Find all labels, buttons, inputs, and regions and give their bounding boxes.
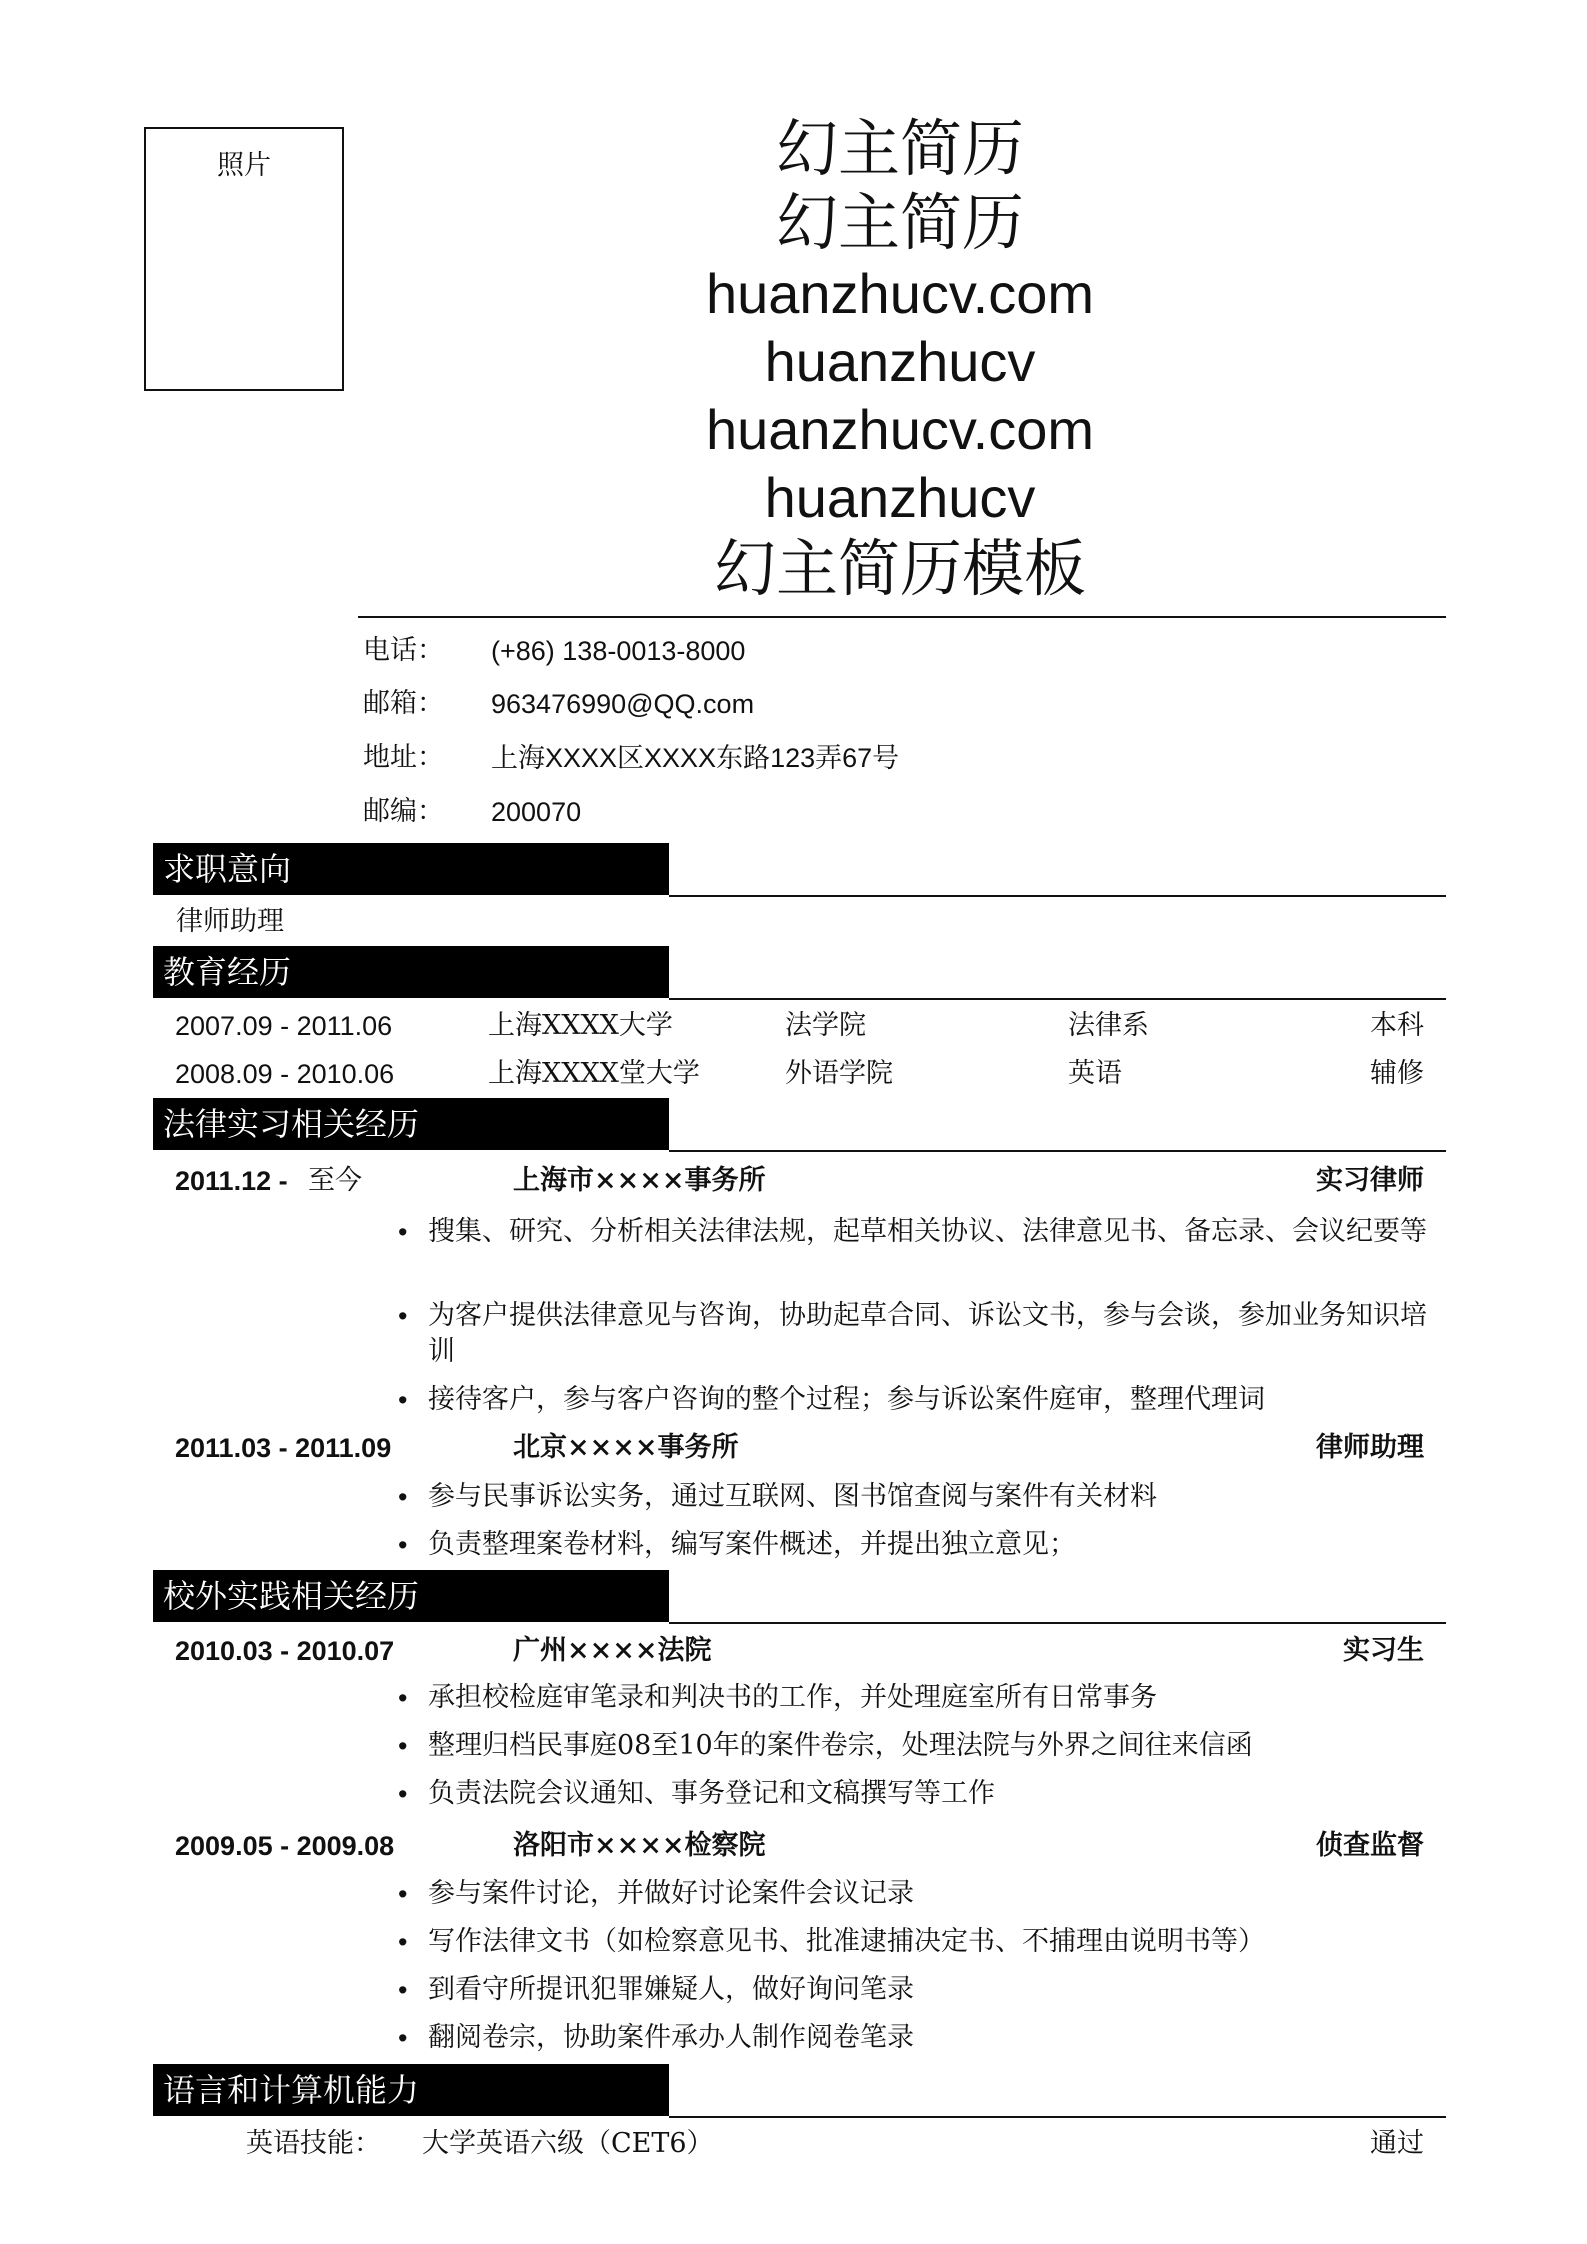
photo-label: 照片 (217, 150, 271, 181)
objective-value: 律师助理 (176, 906, 284, 937)
contact-label: 邮箱： (363, 688, 444, 719)
experience-role: 实习律师 (1316, 1165, 1424, 1196)
contact-value: (+86) 138-0013-8000 (491, 636, 746, 666)
header-title: 幻主简历 (775, 112, 1024, 185)
education-degree: 本科 (1370, 1010, 1424, 1041)
contact-value: 上海XXXX区XXXX东路123弄67号 (491, 743, 900, 773)
experience-bullet: • 为客户提供法律意见与咨询，协助起草合同、诉讼文书，参与会谈，参加业务知识培训 (428, 1298, 1448, 1370)
experience-bullet: • 搜集、研究、分析相关法律法规，起草相关协议、法律意见书、备忘录、会议纪要等 (428, 1214, 1448, 1250)
section-divider (669, 895, 1446, 897)
header-divider (358, 616, 1446, 618)
contact-label: 地址： (363, 742, 444, 773)
experience-bullet: • 写作法律文书（如检察意见书、批准逮捕决定书、不捕理由说明书等） (428, 1924, 1448, 1960)
header-title: 幻主简历 (775, 186, 1024, 259)
header-website: huanzhucv.com (705, 398, 1095, 461)
experience-period: 2011.03 - 2011.09 (175, 1433, 392, 1463)
experience-org: 北京××××事务所 (513, 1432, 739, 1463)
section-divider (669, 1622, 1446, 1624)
header-template-title: 幻主简历模板 (713, 532, 1086, 605)
experience-bullet: • 承担校检庭审笔录和判决书的工作，并处理庭室所有日常事务 (428, 1680, 1448, 1716)
experience-period: 2010.03 - 2010.07 (175, 1636, 395, 1666)
section-header-skills: 语言和计算机能力 (153, 2064, 669, 2116)
header-brand: huanzhucv (764, 466, 1036, 529)
experience-period: 2009.05 - 2009.08 (175, 1831, 395, 1861)
experience-bullet: • 参与民事诉讼实务，通过互联网、图书馆查阅与案件有关材料 (428, 1479, 1448, 1515)
skill-value: 大学英语六级（CET6） (422, 2128, 714, 2159)
contact-value: 200070 (491, 797, 582, 827)
experience-period-suffix: 至今 (308, 1165, 362, 1196)
section-header-objective: 求职意向 (153, 843, 669, 895)
section-header-law-experience: 法律实习相关经历 (153, 1098, 669, 1150)
contact-label: 邮编： (363, 796, 444, 827)
experience-org: 广州××××法院 (513, 1635, 712, 1666)
experience-bullet: • 到看守所提讯犯罪嫌疑人，做好询问笔录 (428, 1972, 1448, 2008)
education-school: 上海XXXX大学 (488, 1010, 673, 1041)
experience-role: 侦查监督 (1316, 1830, 1424, 1861)
contact-value: 963476990@QQ.com (491, 689, 755, 719)
education-period: 2007.09 - 2011.06 (175, 1011, 393, 1041)
section-divider (669, 2116, 1446, 2118)
contact-label: 电话： (363, 635, 444, 666)
photo-placeholder (144, 127, 344, 391)
experience-org: 上海市××××事务所 (513, 1165, 766, 1196)
section-divider (669, 1150, 1446, 1152)
education-college: 法学院 (785, 1010, 866, 1041)
experience-period: 2011.12 - (175, 1166, 288, 1196)
section-divider (669, 998, 1446, 1000)
education-degree: 辅修 (1370, 1058, 1424, 1089)
experience-bullet: • 接待客户，参与客户咨询的整个过程；参与诉讼案件庭审，整理代理词 (428, 1382, 1448, 1418)
experience-bullet: • 负责法院会议通知、事务登记和文稿撰写等工作 (428, 1776, 1448, 1812)
section-header-practice-experience: 校外实践相关经历 (153, 1570, 669, 1622)
experience-role: 律师助理 (1316, 1432, 1424, 1463)
education-major: 法律系 (1068, 1010, 1149, 1041)
experience-role: 实习生 (1343, 1635, 1424, 1666)
header-website: huanzhucv.com (705, 262, 1095, 325)
education-college: 外语学院 (785, 1058, 893, 1089)
experience-bullet: • 参与案件讨论，并做好讨论案件会议记录 (428, 1876, 1448, 1912)
section-header-education: 教育经历 (153, 946, 669, 998)
skill-status: 通过 (1370, 2128, 1424, 2159)
experience-org: 洛阳市××××检察院 (513, 1830, 766, 1861)
experience-bullet: • 翻阅卷宗，协助案件承办人制作阅卷笔录 (428, 2020, 1448, 2056)
education-period: 2008.09 - 2010.06 (175, 1059, 395, 1089)
experience-bullet: • 整理归档民事庭08至10年的案件卷宗，处理法院与外界之间往来信函 (428, 1728, 1448, 1764)
skill-label: 英语技能： (246, 2128, 381, 2159)
education-major: 英语 (1068, 1058, 1122, 1089)
header-titles (700, 112, 1100, 606)
experience-bullet: • 负责整理案卷材料，编写案件概述，并提出独立意见； (428, 1527, 1448, 1563)
header-brand: huanzhucv (764, 330, 1036, 393)
education-school: 上海XXXX堂大学 (488, 1058, 700, 1089)
